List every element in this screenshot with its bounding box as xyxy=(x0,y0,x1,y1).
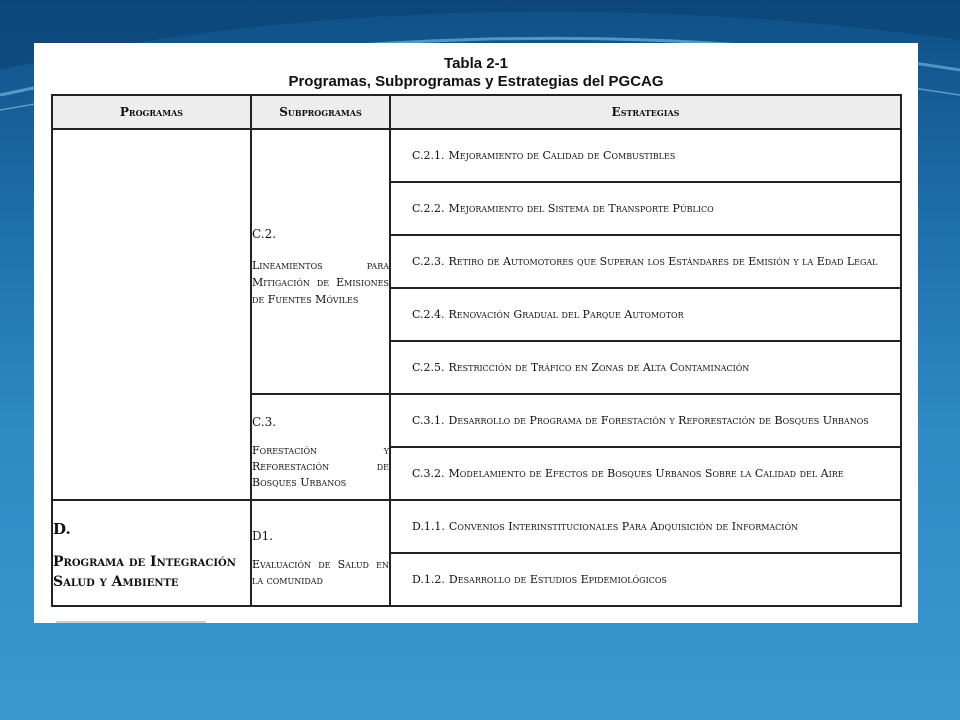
strategy-cell xyxy=(390,447,901,500)
strategy-code: C.2.3. xyxy=(412,254,445,268)
header-row xyxy=(52,95,901,129)
strategy-cell xyxy=(390,182,901,235)
strategies-table xyxy=(51,94,902,607)
program-cell xyxy=(52,500,251,606)
subprogram-code: C.2. xyxy=(252,227,277,241)
program-code: D. xyxy=(53,520,71,538)
strategy-text: Desarrollo de Programa de Forestación y Reforestación de Bosques Urbanos xyxy=(448,413,869,427)
strategy-text: Mejoramiento del Sistema de Transporte Público xyxy=(448,201,714,215)
strategy-code: C.2.5. xyxy=(412,360,445,374)
strategy-cell xyxy=(390,553,901,606)
table-row xyxy=(52,500,901,553)
strategy-code: C.2.1. xyxy=(412,148,445,162)
program-name: Programa de Integración Salud y Ambiente xyxy=(53,554,236,590)
strategy-code: C.3.2. xyxy=(412,466,445,480)
strategy-cell xyxy=(390,235,901,288)
strategy-text: Retiro de Automotores que Superan los Estándares de Emisión y la Edad Legal xyxy=(448,254,878,268)
table-title: Programas, Subprogramas y Estrategias del PGCAG xyxy=(288,73,664,90)
subprogram-name: Evaluación de Salud en la comunidad xyxy=(252,558,389,587)
program-cell-empty xyxy=(52,129,251,500)
strategy-cell xyxy=(390,288,901,341)
slide-content-panel xyxy=(34,43,918,623)
subprogram-cell xyxy=(251,129,390,394)
header-subprogramas: Subprogramas xyxy=(251,95,390,129)
strategy-text: Restricción de Tráfico en Zonas de Alta Contaminación xyxy=(448,360,750,374)
strategy-text: Desarrollo de Estudios Epidemiológicos xyxy=(448,572,667,586)
table-number: Tabla 2-1 xyxy=(444,55,508,72)
strategy-code: C.3.1. xyxy=(412,413,445,427)
strategy-text: Convenios Interinstitucionales Para Adquisición de Información xyxy=(448,519,799,533)
strategy-code: C.2.4. xyxy=(412,307,445,321)
table-row xyxy=(52,129,901,182)
strategy-code: C.2.2. xyxy=(412,201,445,215)
header-programas: Programas xyxy=(52,95,251,129)
strategy-cell xyxy=(390,129,901,182)
subprogram-name: Forestación y Reforestación de Bosques Urbanos xyxy=(252,444,389,489)
strategy-text: Renovación Gradual del Parque Automotor xyxy=(448,307,684,321)
subprogram-cell xyxy=(251,394,390,500)
cut-off-footnote xyxy=(56,621,206,623)
strategy-code: D.1.2. xyxy=(412,572,445,586)
strategy-cell xyxy=(390,394,901,447)
subprogram-code: C.3. xyxy=(252,415,277,429)
subprogram-code: D1. xyxy=(252,529,274,543)
subprogram-name: Lineamientos para Mitigación de Emisiones de Fuentes Móviles xyxy=(252,259,389,306)
strategy-text: Modelamiento de Efectos de Bosques Urbanos Sobre la Calidad del Aire xyxy=(448,466,844,480)
strategy-text: Mejoramiento de Calidad de Combustibles xyxy=(448,148,676,162)
header-estrategias: Estrategias xyxy=(390,95,901,129)
strategy-cell xyxy=(390,341,901,394)
strategy-code: D.1.1. xyxy=(412,519,445,533)
strategy-cell xyxy=(390,500,901,553)
subprogram-cell xyxy=(251,500,390,606)
